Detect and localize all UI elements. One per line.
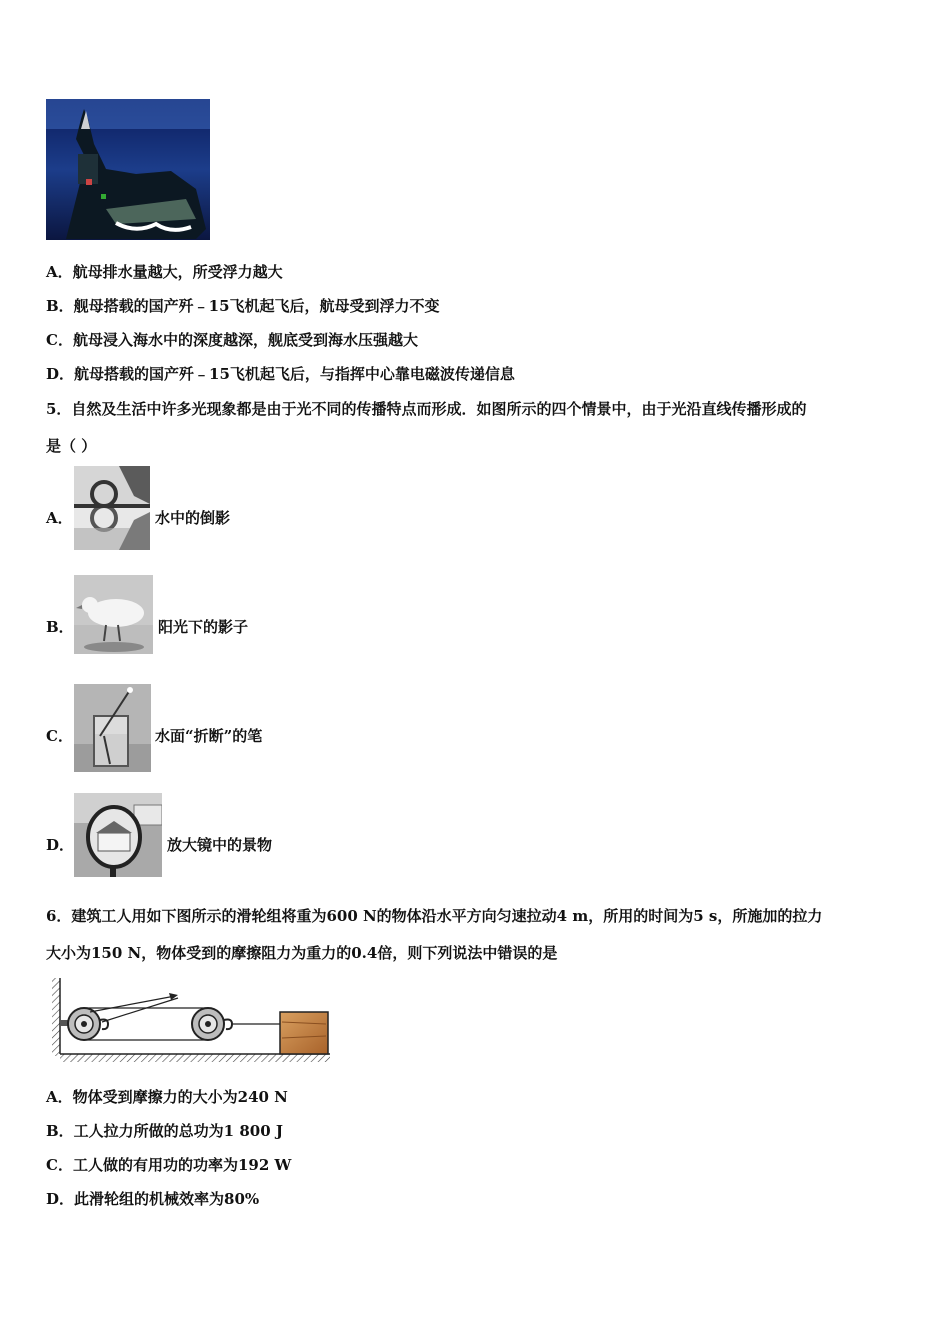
q5-option-d-letter: D． (46, 836, 75, 854)
q5-option-a-letter: A． (46, 509, 73, 527)
q4-option-b: B．舰母搭载的国产歼﹣15飞机起飞后，航母受到浮力不变 (46, 297, 440, 315)
q5-stem-line2: 是（ ） (46, 437, 97, 455)
q6-option-a: A．物体受到摩擦力的大小为240 N (46, 1088, 288, 1106)
q5-option-c-caption: 水面“折断”的笔 (155, 727, 263, 745)
q6-option-d: D．此滑轮组的机械效率为80% (46, 1190, 260, 1208)
q4-option-a: A．航母排水量越大，所受浮力越大 (46, 263, 283, 281)
q4-option-c: C．航母浸入海水中的深度越深，舰底受到海水压强越大 (46, 331, 418, 349)
q5-option-c-letter: C． (46, 727, 73, 745)
q5-option-b-letter: B． (46, 618, 74, 636)
q5-option-b-caption: 阳光下的影子 (158, 618, 249, 636)
q6-option-b: B．工人拉力所做的总功为1 800 J (46, 1122, 283, 1140)
q5-stem-line1: 5．自然及生活中许多光现象都是由于光不同的传播特点而形成．如图所示的四个情景中，由于光沿直线传播形成的 (46, 400, 807, 418)
pigeon-shadow-photo (74, 575, 153, 654)
magnifier-photo (74, 793, 162, 877)
q6-option-c: C．工人做的有用功的功率为192 W (46, 1156, 292, 1174)
q4-option-d: D．航母搭载的国产歼﹣15飞机起飞后，与指挥中心靠电磁波传递信息 (46, 365, 515, 383)
pen-in-glass-photo (74, 684, 151, 772)
aircraft-carrier-photo (46, 99, 210, 240)
q5-option-d-caption: 放大镜中的景物 (167, 836, 273, 854)
water-reflection-photo (74, 466, 150, 550)
pulley-system-diagram (50, 976, 332, 1064)
q6-stem-line1: 6．建筑工人用如下图所示的滑轮组将重为600 N的物体沿水平方向匀速拉动4 m，所用的时间为5 s，所施加的拉力 (46, 907, 823, 925)
q6-stem-line2: 大小为150 N，物体受到的摩擦阻力为重力的0.4倍，则下列说法中错误的是 (46, 944, 558, 962)
q5-option-a-caption: 水中的倒影 (155, 509, 231, 527)
